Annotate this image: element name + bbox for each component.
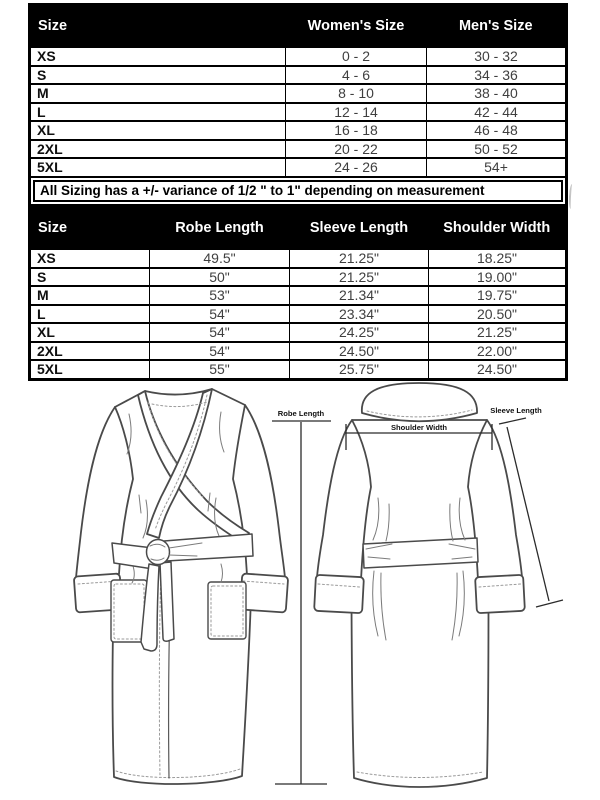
size-cell: L [30,103,286,122]
back-left-cuff [314,575,364,613]
header-mens-size: Men's Size [427,5,567,48]
front-right-cuff [240,573,288,612]
table-row [30,84,567,103]
robe-length-cell: 49.5" [150,249,290,268]
size-cell: M [30,286,150,305]
table-row [30,140,567,159]
size-cell: S [30,268,150,287]
size-cell: 5XL [30,158,286,177]
table-row [30,286,567,305]
header-shoulder-width: Shoulder Width [429,207,567,250]
front-right-pocket [208,582,246,639]
robe-length-cell: 55" [150,360,290,379]
womens-size-cell: 8 - 10 [286,84,427,103]
back-collar [362,383,477,421]
header-sleeve-length: Sleeve Length [290,207,429,250]
shoulder-width-label: Shoulder Width [390,423,448,432]
size-cell: 2XL [30,342,150,361]
mens-size-cell: 54+ [427,158,567,177]
sizing-variance-note: All Sizing has a +/- variance of 1/2 " to 1" depending on measurement [33,180,563,202]
shoulder-width-cell: 24.50" [429,360,567,379]
sleeve-length-cell: 24.50" [290,342,429,361]
sleeve-length-cell: 24.25" [290,323,429,342]
size-cell: L [30,305,150,324]
back-body-outline [351,420,488,787]
size-cell: M [30,84,286,103]
front-belt-tail-back [160,562,174,641]
mens-size-cell: 50 - 52 [427,140,567,159]
measurements-header-row [30,207,567,250]
back-right-cuff [475,575,525,613]
table-row [30,342,567,361]
header-size: Size [30,207,150,250]
robe-measurement-diagram [0,380,600,800]
size-cell: XS [30,47,286,66]
mens-size-cell: 30 - 32 [427,47,567,66]
scan-artifact-mark [568,184,574,209]
mens-size-cell: 38 - 40 [427,84,567,103]
size-cell: 5XL [30,360,150,379]
table-row [30,158,567,177]
shoulder-width-cell: 20.50" [429,305,567,324]
size-cell: XL [30,121,286,140]
header-robe-length: Robe Length [150,207,290,250]
shoulder-width-cell: 22.00" [429,342,567,361]
front-belt-knot [147,540,170,565]
womens-size-cell: 16 - 18 [286,121,427,140]
table-row [30,66,567,85]
size-conversion-header-row [30,5,567,48]
table-row [30,323,567,342]
sleeve-length-cell: 21.25" [290,249,429,268]
sleeve-length-label: Sleeve Length [490,406,542,415]
mens-size-cell: 34 - 36 [427,66,567,85]
womens-size-cell: 20 - 22 [286,140,427,159]
header-size: Size [30,5,286,48]
size-conversion-table [28,3,568,207]
table-row [30,121,567,140]
robe-measurements-table [28,205,568,381]
robe-front-illustration [74,389,288,784]
womens-size-cell: 0 - 2 [286,47,427,66]
robe-length-cell: 54" [150,342,290,361]
womens-size-cell: 12 - 14 [286,103,427,122]
table-row [30,249,567,268]
size-cell: XS [30,249,150,268]
size-cell: S [30,66,286,85]
back-belt [363,538,478,568]
size-cell: 2XL [30,140,286,159]
variance-note-row [30,177,567,206]
robe-length-cell: 54" [150,305,290,324]
sleeve-length-cell: 21.25" [290,268,429,287]
shoulder-width-cell: 19.00" [429,268,567,287]
sleeve-length-cell: 25.75" [290,360,429,379]
table-row [30,305,567,324]
table-row [30,103,567,122]
sleeve-length-cell: 21.34" [290,286,429,305]
header-womens-size: Women's Size [286,5,427,48]
table-row [30,47,567,66]
robe-length-cell: 54" [150,323,290,342]
womens-size-cell: 4 - 6 [286,66,427,85]
shoulder-width-cell: 21.25" [429,323,567,342]
table-row [30,360,567,379]
shoulder-width-cell: 18.25" [429,249,567,268]
womens-size-cell: 24 - 26 [286,158,427,177]
robe-length-cell: 53" [150,286,290,305]
sleeve-length-cell: 23.34" [290,305,429,324]
table-row [30,268,567,287]
shoulder-width-cell: 19.75" [429,286,567,305]
size-cell: XL [30,323,150,342]
robe-length-cell: 50" [150,268,290,287]
mens-size-cell: 46 - 48 [427,121,567,140]
mens-size-cell: 42 - 44 [427,103,567,122]
robe-length-label: Robe Length [277,409,325,418]
